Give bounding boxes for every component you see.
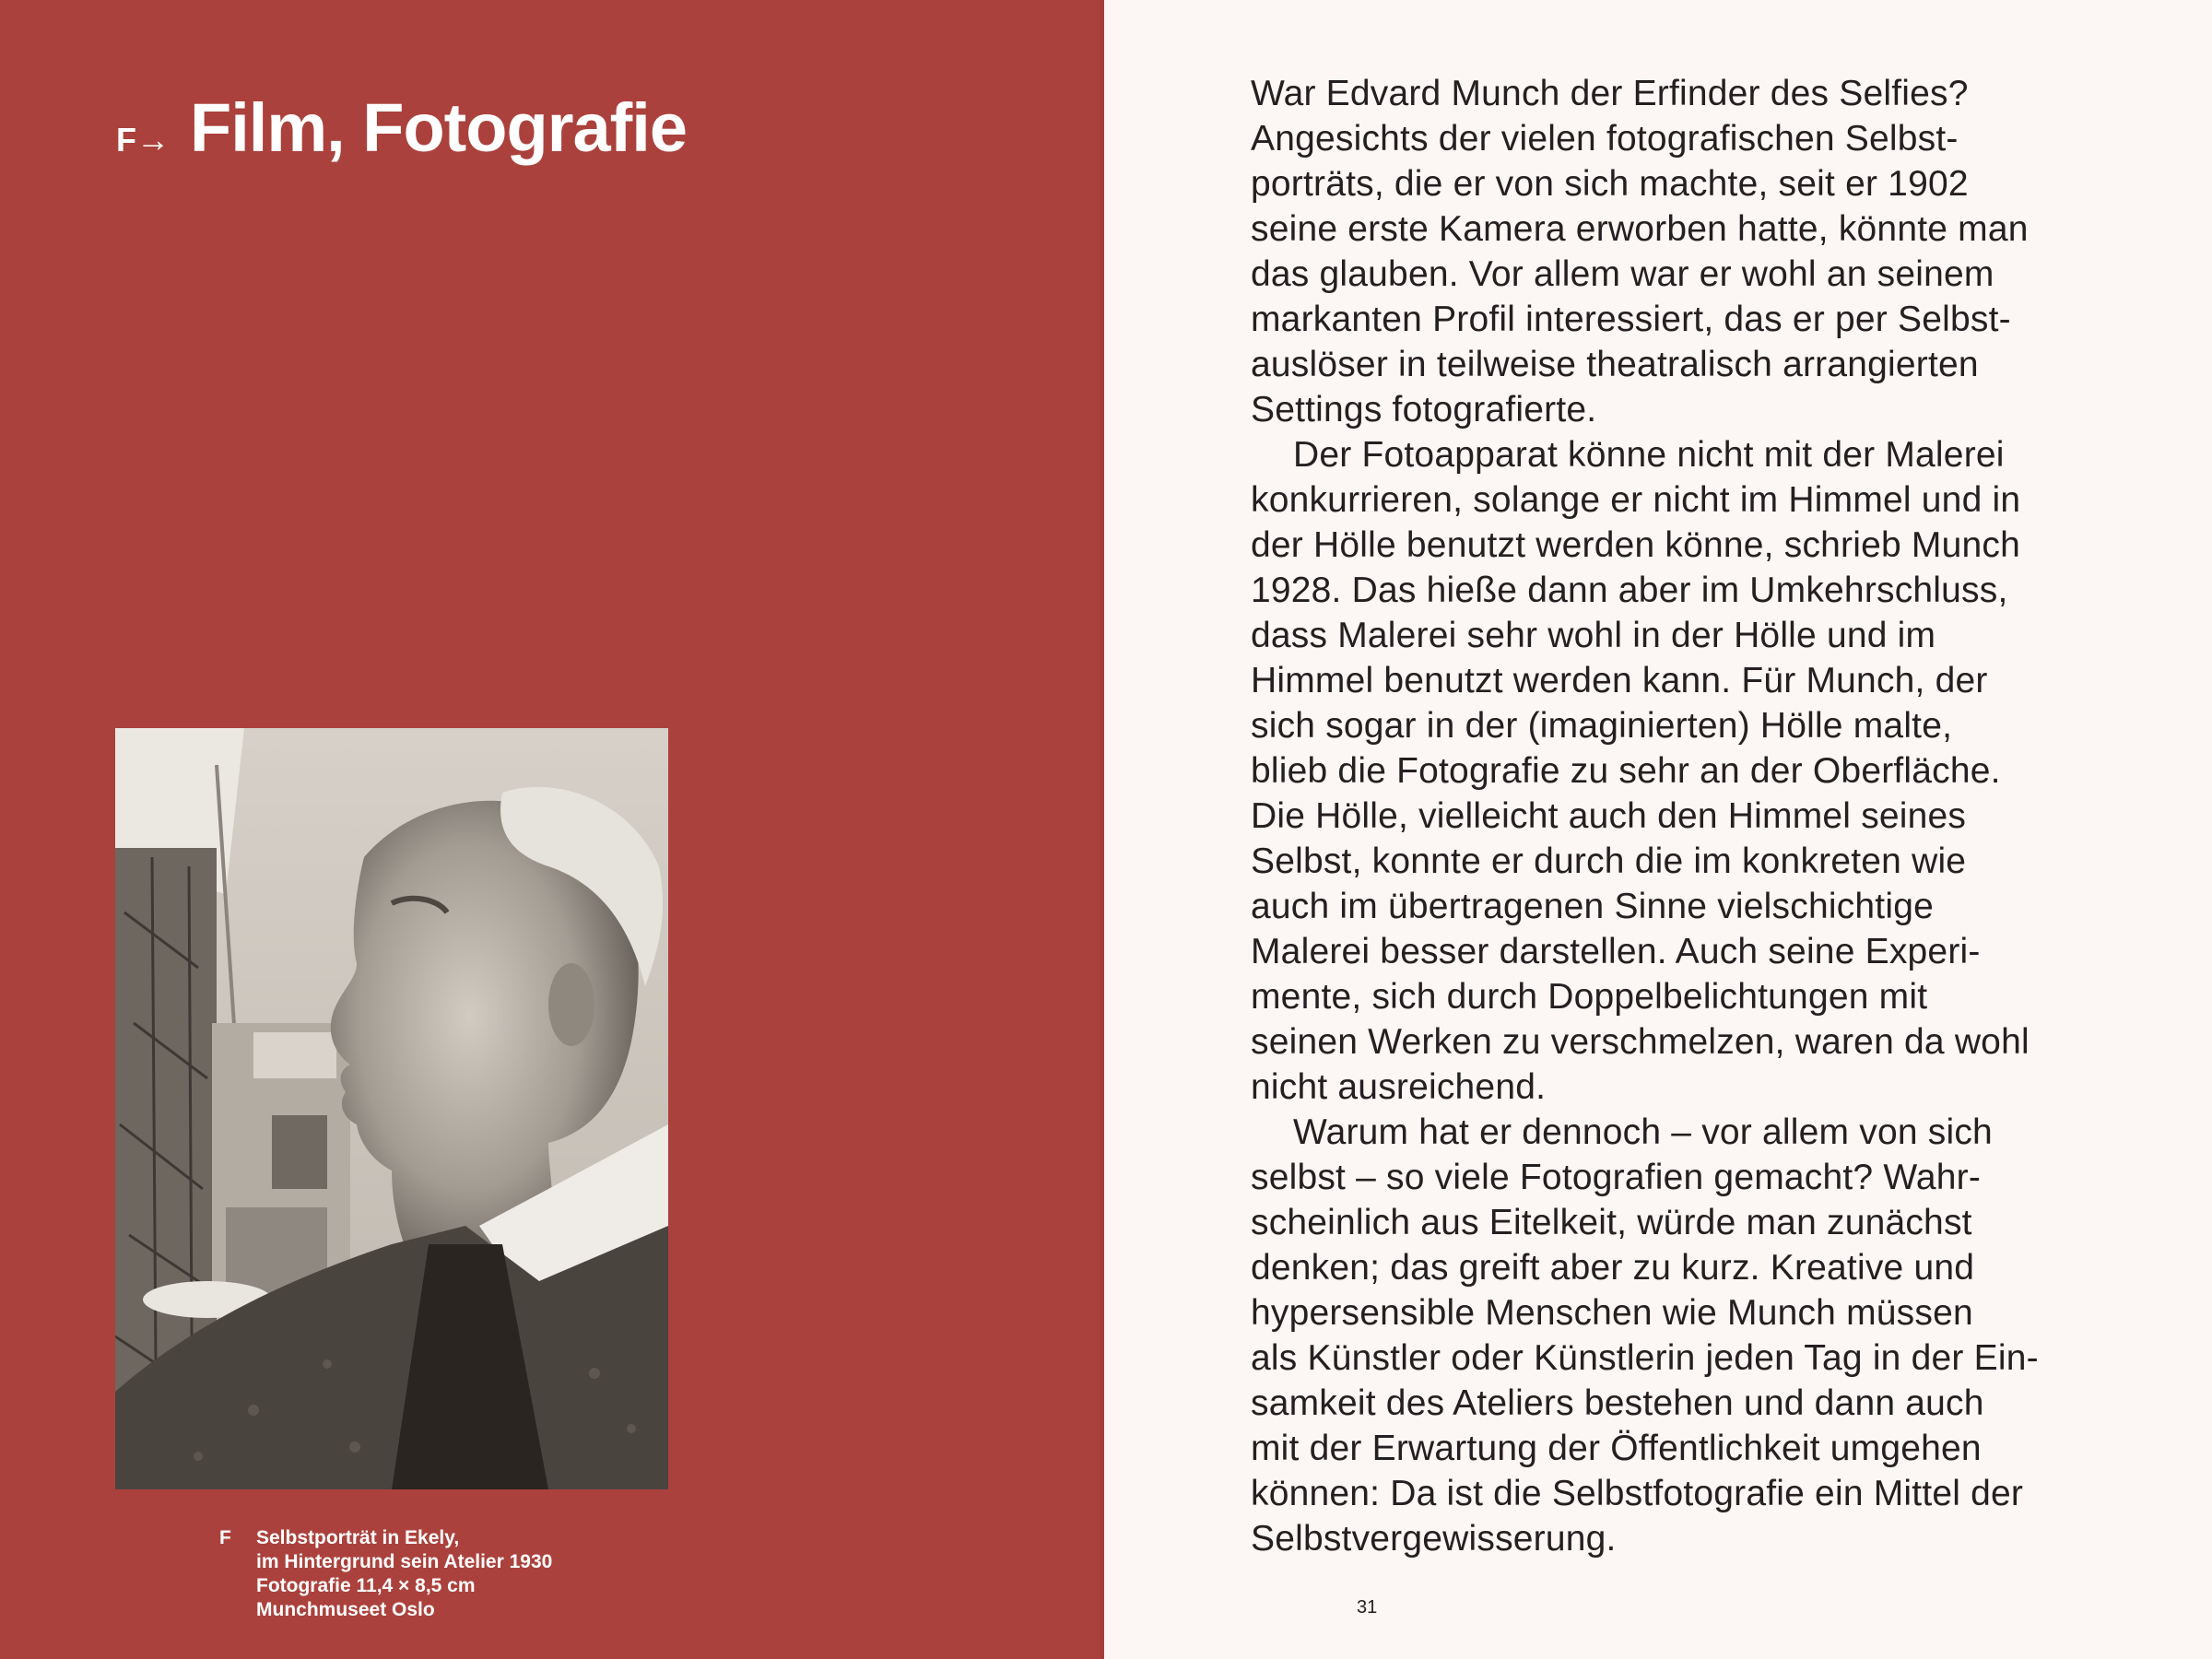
text-line: denken; das greift aber zu kurz. Kreative und bbox=[1251, 1248, 1975, 1288]
text-line: seine erste Kamera erworben hatte, könnte man bbox=[1251, 209, 2029, 249]
text-line: Malerei besser darstellen. Auch seine Experi- bbox=[1251, 932, 1981, 971]
text-line: Himmel benutzt werden kann. Für Munch, der bbox=[1251, 661, 1988, 700]
text-line: blieb die Fotografie zu sehr an der Oberfläche. bbox=[1251, 751, 2001, 791]
section-heading bbox=[116, 88, 687, 167]
text-line: Settings fotografierte. bbox=[1251, 390, 1597, 429]
section-letter: F bbox=[116, 121, 136, 159]
arrow-right-icon: → bbox=[136, 121, 170, 159]
text-line: War Edvard Munch der Erfinder des Selfies? bbox=[1251, 74, 1969, 113]
text-line: der Hölle benutzt werden könne, schrieb Munch bbox=[1251, 525, 2020, 565]
text-line: auslöser in teilweise theatralisch arrangierten bbox=[1251, 345, 1979, 384]
text-line: sich sogar in der (imaginierten) Hölle malte, bbox=[1251, 706, 1953, 746]
text-line: können: Da ist die Selbstfotografie ein Mittel der bbox=[1251, 1474, 2024, 1513]
text-line: Die Hölle, vielleicht auch den Himmel seines bbox=[1251, 796, 1967, 836]
text-line: markanten Profil interessiert, das er per Selbst- bbox=[1251, 300, 2011, 339]
text-line: samkeit des Ateliers bestehen und dann auch bbox=[1251, 1383, 1984, 1423]
caption-line: im Hintergrund sein Atelier 1930 bbox=[256, 1551, 553, 1572]
text-line: dass Malerei sehr wohl in der Hölle und im bbox=[1251, 616, 1936, 655]
text-line: seinen Werken zu verschmelzen, waren da wohl bbox=[1251, 1022, 2030, 1062]
text-line: nicht ausreichend. bbox=[1251, 1067, 1547, 1107]
left-page bbox=[0, 0, 1104, 1659]
text-line: Der Fotoapparat könne nicht mit der Malerei bbox=[1293, 435, 2005, 475]
text-line: auch im übertragenen Sinne vielschichtige bbox=[1251, 887, 1934, 926]
caption-line: Selbstporträt in Ekely, bbox=[256, 1527, 460, 1548]
text-line: hypersensible Menschen wie Munch müssen bbox=[1251, 1293, 1973, 1333]
text-line: porträts, die er von sich machte, seit er 1902 bbox=[1251, 164, 1969, 204]
text-line: als Künstler oder Künstlerin jeden Tag in der Ein- bbox=[1251, 1338, 2039, 1378]
portrait-photo bbox=[115, 728, 668, 1489]
text-line: selbst – so viele Fotografien gemacht? Wahr- bbox=[1251, 1158, 1982, 1197]
section-marker bbox=[116, 121, 170, 159]
text-line: 1928. Das hieße dann aber im Umkehrschluss, bbox=[1251, 571, 2008, 610]
caption-marker: F bbox=[219, 1527, 231, 1548]
section-title: Film, Fotografie bbox=[190, 89, 687, 166]
text-line: mit der Erwartung der Öffentlichkeit umgehen bbox=[1251, 1429, 1982, 1468]
text-line: scheinlich aus Eitelkeit, würde man zunächst bbox=[1251, 1203, 1972, 1242]
text-line: Angesichts der vielen fotografischen Selbst- bbox=[1251, 119, 1959, 159]
text-line: mente, sich durch Doppelbelichtungen mit bbox=[1251, 977, 1928, 1017]
caption-line: Munchmuseet Oslo bbox=[256, 1599, 435, 1620]
body-text bbox=[1251, 71, 2136, 1561]
text-line: konkurrieren, solange er nicht im Himmel und in bbox=[1251, 480, 2021, 520]
text-line: das glauben. Vor allem war er wohl an seinem bbox=[1251, 254, 1994, 294]
text-line: Warum hat er dennoch – vor allem von sich bbox=[1293, 1112, 1993, 1152]
caption-line: Fotografie 11,4 × 8,5 cm bbox=[256, 1575, 476, 1596]
text-line: Selbst, konnte er durch die im konkreten wie bbox=[1251, 841, 1967, 881]
page-number: 31 bbox=[1357, 1597, 1378, 1618]
text-line: Selbstvergewisserung. bbox=[1251, 1519, 1617, 1559]
caption-lines bbox=[256, 1526, 552, 1622]
